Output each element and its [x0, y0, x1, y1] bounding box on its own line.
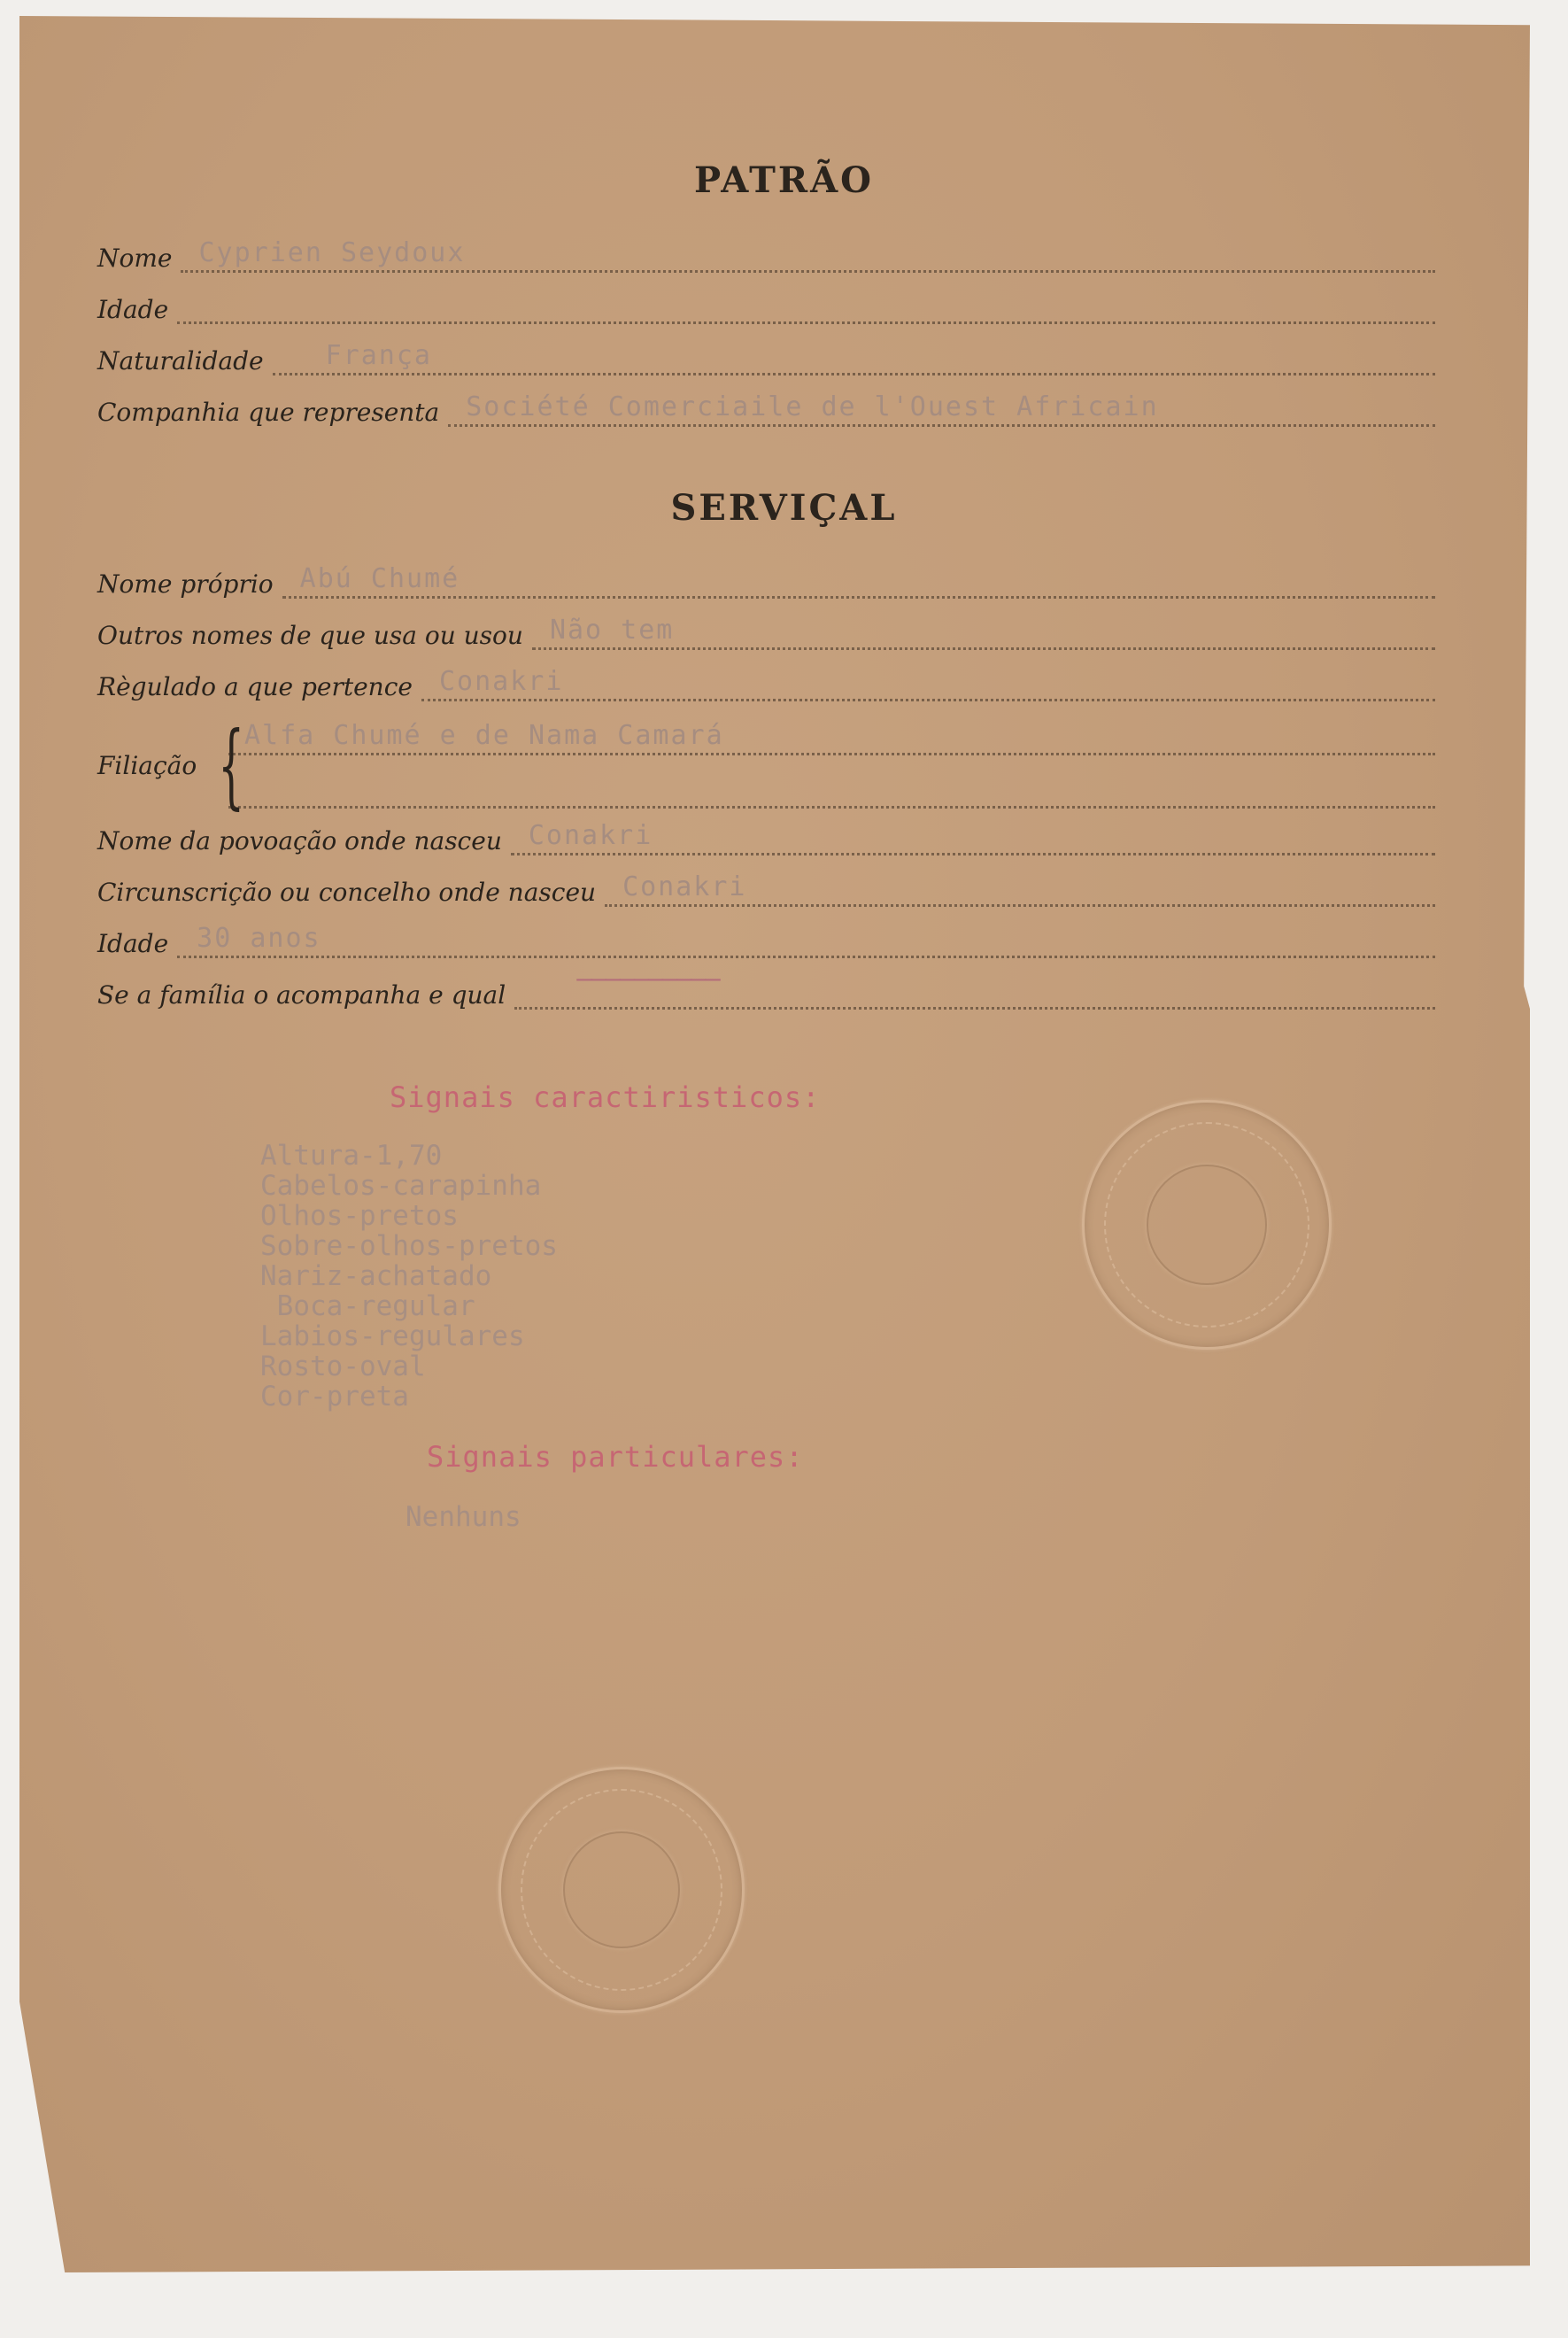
servical-outros-nomes-value: Não tem — [549, 615, 675, 646]
patrao-nome-row — [97, 237, 1435, 273]
list-item: Altura-1,70 — [260, 1140, 443, 1172]
servical-filiacao-label: Filiação — [97, 751, 197, 780]
servical-familia-field — [514, 964, 1435, 1010]
servical-nome-proprio-field — [282, 561, 1435, 599]
patrao-heading: PATRÃO — [694, 159, 874, 201]
servical-circunscricao-value: Conakri — [622, 871, 747, 902]
patrao-naturalidade-row — [97, 340, 1435, 375]
servical-idade-field — [177, 920, 1435, 958]
patrao-nome-label: Nome — [97, 244, 173, 273]
servical-familia-row — [97, 964, 1435, 1010]
servical-idade-value: 30 anos — [197, 923, 321, 954]
servical-familia-value: —————————— — [576, 964, 719, 995]
servical-idade-label: Idade — [97, 929, 169, 958]
list-item: Cabelos-carapinha — [260, 1170, 542, 1202]
embossed-seal-stamp — [498, 1767, 745, 2013]
patrao-nome-value: Cyprien Seydoux — [198, 237, 466, 268]
patrao-idade-row — [97, 289, 1435, 324]
servical-nome-proprio-label: Nome próprio — [97, 569, 274, 599]
patrao-naturalidade-field — [273, 337, 1435, 375]
servical-nome-proprio-row — [97, 563, 1435, 599]
patrao-idade-label: Idade — [97, 295, 169, 324]
servical-idade-row — [97, 923, 1435, 958]
servical-filiacao-row-2 — [228, 770, 1435, 806]
servical-povoacao-field — [511, 817, 1435, 855]
servical-heading: SERVIÇAL — [670, 487, 898, 529]
list-item: Nariz-achatado — [260, 1260, 492, 1292]
patrao-companhia-row — [97, 391, 1435, 427]
servical-circunscricao-label: Circunscrição ou concelho onde nasceu — [97, 878, 597, 907]
servical-regulado-field — [421, 663, 1435, 701]
patrao-idade-field — [177, 286, 1435, 324]
patrao-nome-field — [181, 235, 1435, 273]
servical-nome-proprio-value: Abú Chumé — [299, 563, 460, 594]
servical-filiacao-field-1 — [228, 717, 1435, 755]
list-item: Olhos-pretos — [260, 1200, 459, 1232]
servical-outros-nomes-row — [97, 615, 1435, 650]
patrao-companhia-value: Société Comerciaile de l'Ouest Africain — [466, 391, 1159, 422]
servical-povoacao-value: Conakri — [528, 820, 653, 851]
servical-filiacao-row-1 — [228, 717, 1435, 753]
servical-familia-label: Se a família o acompanha e qual — [97, 980, 506, 1010]
signais-caracteristicos-heading: Signais caractiristicos: — [390, 1080, 821, 1114]
list-item: Cor-preta — [260, 1381, 409, 1413]
servical-circunscricao-field — [605, 869, 1435, 907]
patrao-companhia-label: Companhia que representa — [97, 398, 440, 427]
servical-regulado-value: Conakri — [438, 666, 564, 697]
servical-outros-nomes-field — [532, 612, 1435, 650]
signais-particulares-heading: Signais particulares: — [427, 1440, 804, 1474]
list-item: Rosto-oval — [260, 1351, 426, 1382]
patrao-companhia-field — [448, 389, 1435, 427]
servical-regulado-label: Règulado a que pertence — [97, 672, 413, 701]
servical-filiacao-value-1: Alfa Chumé e de Nama Camará — [244, 720, 724, 751]
patrao-naturalidade-value: França — [325, 340, 432, 371]
servical-outros-nomes-label: Outros nomes de que usa ou usou — [97, 621, 523, 650]
list-item: Labios-regulares — [260, 1320, 525, 1352]
servical-povoacao-label: Nome da povoação onde nasceu — [97, 826, 502, 855]
patrao-naturalidade-label: Naturalidade — [97, 346, 264, 375]
filiacao-brace: { — [218, 711, 244, 819]
servical-regulado-row — [97, 666, 1435, 701]
signais-particulares-value: Nenhuns — [406, 1501, 521, 1533]
list-item: Boca-regular — [260, 1290, 475, 1322]
servical-circunscricao-row — [97, 871, 1435, 907]
servical-povoacao-row — [97, 820, 1435, 855]
servical-filiacao-field-2 — [228, 770, 1435, 809]
embossed-seal-stamp — [1082, 1100, 1332, 1350]
list-item: Sobre-olhos-pretos — [260, 1230, 558, 1262]
